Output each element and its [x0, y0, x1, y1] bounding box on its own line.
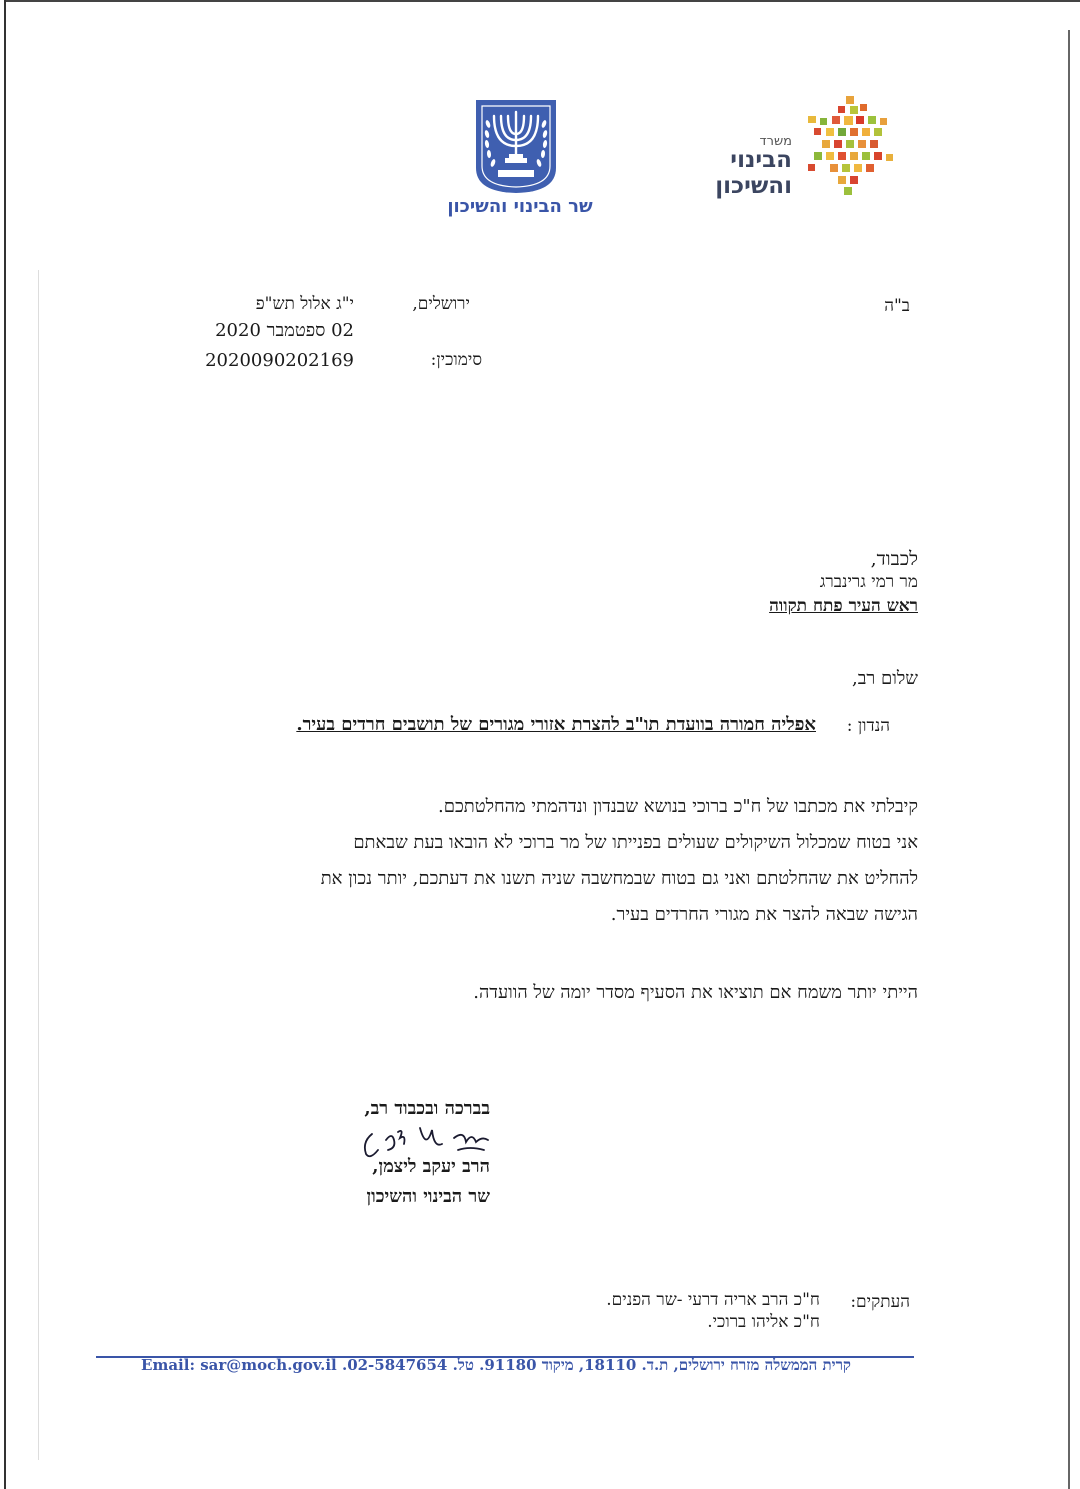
ministry-name-line-1: הבינוי — [730, 147, 792, 173]
body-line-4: הגישה שבאה להצר את מגורי החרדים בעיר. — [610, 904, 918, 925]
reference-number: 2020090202169 — [205, 350, 354, 371]
closing: בברכה ובכבוד רב, — [364, 1098, 490, 1119]
state-emblem-icon — [474, 98, 558, 194]
reference-label: סימוכין: — [430, 350, 482, 370]
emblem-caption: שר הבינוי והשיכון — [447, 196, 593, 217]
body-line-5: הייתי יותר משמח אם תוציאו את הסעיף מסדר יומה של הוועדה. — [473, 982, 918, 1003]
body-line-3: להחליט את שהחלטתם ואני גם בטוח שבמחשבה שניה תשנו את דעתכם, יותר נכון את — [320, 868, 918, 889]
ministry-logo-icon — [804, 94, 900, 198]
city: ירושלים, — [412, 294, 470, 314]
signer-name: הרב יעקב ליצמן, — [372, 1156, 490, 1177]
page-frame-inner — [38, 270, 39, 1460]
page-frame-left — [4, 0, 6, 1489]
salutation: לכבוד, — [870, 548, 918, 570]
ministry-name-line-2: והשיכון — [715, 173, 792, 199]
body-line-1: קיבלתי את מכתבו של ח"כ ברוכי בנושא שבנדון ונדהמתי מהחלטתכם. — [437, 796, 918, 817]
cc-label: העתקים: — [850, 1292, 910, 1312]
signer-role: שר הבינוי והשיכון — [366, 1186, 490, 1207]
bh-mark: ב"ה — [884, 296, 910, 316]
cc-item-1: ח"כ הרב אריה דרעי -שר הפנים. — [606, 1290, 820, 1310]
ministry-word: משרד — [759, 134, 792, 149]
footer-address: קרית הממשלה מזרח ירושלים, ת.ד. 18110, מיקוד 91180. טל. 02-5847654. Email: sar@moch.gov.il — [141, 1356, 851, 1374]
subject-text: אפליה חמורה בוועדת תו"ב להצרת אזורי מגורים של תושבים חרדים בעיר. — [296, 714, 816, 735]
body-line-2: אני בטוח שמכלול השיקולים שעולים בפנייתו של מר ברוכי לא הובאו בעת שבאתם — [353, 832, 918, 853]
page-frame-right — [1068, 30, 1070, 1489]
recipient-title: ראש העיר פתח תקווה — [769, 596, 918, 616]
page-frame-top — [4, 0, 1080, 2]
subject-label: הנדון : — [846, 716, 890, 736]
cc-item-2: ח"כ אליהו ברוכי. — [707, 1312, 820, 1332]
gregorian-date: 02 ספטמבר 2020 — [215, 320, 354, 341]
hebrew-date: י"ג אלול תש"פ — [255, 294, 354, 314]
recipient-name: מר רמי גרינברג — [819, 572, 918, 592]
greeting: שלום רב, — [852, 668, 918, 689]
